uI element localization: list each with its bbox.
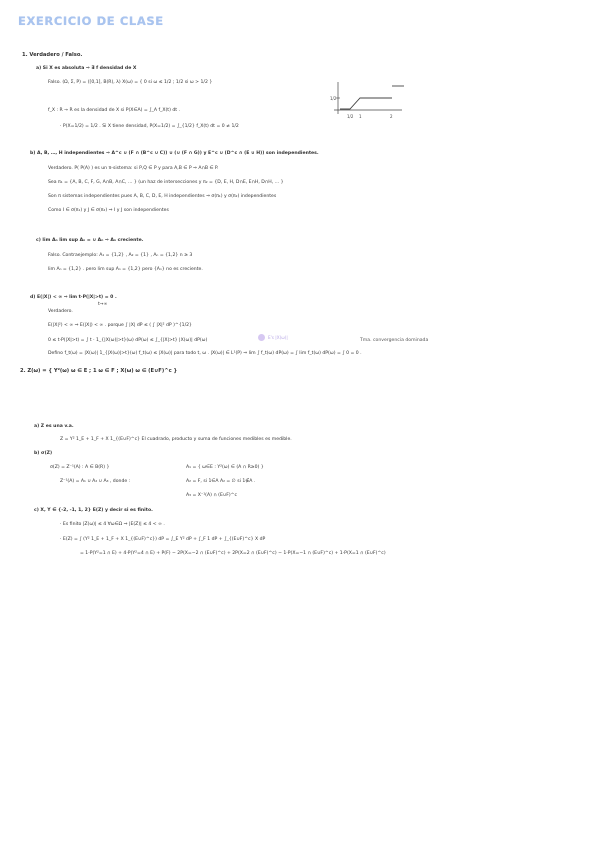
note-line-d_3: 0 ≤ t·P(|X|>t) = ∫ t · 1_{|X(ω)|>t}(ω) dP(ω) ≤ ∫_{|X|>t} |X(ω)| dP(ω) <box>48 338 208 343</box>
note-line-a_1: Falso. (Ω, Σ, P) = ([0,1], B(R), λ) X(ω) = { 0 si ω ≤ 1/2 ; 1/2 si ω > 1/2 } <box>48 80 213 85</box>
note-line-e2a_1: Z = Y² 1_E + 1_F + X 1_{(E∪F)^c} El cuadrado, producto y suma de funciones medibles es medible. <box>60 437 292 442</box>
note-line-c_1: Falso. Contraejemplo: A₁ = {1,2} , A₂ = {1} , Aₙ = {1,2} n ≥ 3 <box>48 253 193 258</box>
note-line-b_1: Verdadero. P( P(A) ) es un π-sistema: si P,Q ∈ P y para A,B ∈ P ⇒ A∩B ∈ P. <box>48 166 219 171</box>
graph-y-tick: 1/2 <box>330 96 337 101</box>
note-line-e2b: b) σ(Z) <box>34 451 53 456</box>
note-line-e2b_5: A₃ = X⁻¹(A) ∩ (E∪F)^c <box>186 493 238 498</box>
graph-x-tick-one: 1 <box>359 114 362 119</box>
note-line-e2c: c) X, Y ∈ {-2, -1, 1, 2} E(Z) y decir si es finito. <box>34 508 153 513</box>
note-line-b_2: Sea π₁ = {A, B, C, F, G, A∩B, A∩C, … } (un haz de intersecciones y π₂ = {D, E, H, D∩E, E∩H, D∩H, … } <box>48 180 284 185</box>
note-line-d_lim: t→∞ <box>98 302 108 307</box>
note-line-d_1: Verdadero. <box>48 309 73 314</box>
page-title: EXERCICIO DE CLASE <box>18 14 164 28</box>
note-line-a_head: a) Si X es absoluta ⇒ ∃ f densidad de X <box>36 66 137 71</box>
graph-x-tick-half: 1/2 <box>347 114 354 119</box>
note-line-a_3: · P(X=1/2) = 1/2 . Si X tiene densidad, P(X=1/2) = ∫_{1/2} f_X(t) dt = 0 ≠ 1/2 <box>60 124 239 129</box>
note-line-e2b_4: A₂ = F, si 1∈A A₂ = ∅ si 1∉A . <box>186 479 256 484</box>
note-line-s1: 1. Verdadero / Falso. <box>22 52 83 58</box>
graph-line <box>340 98 392 109</box>
note-line-b_4: Como I ∈ σ(π₁) y J ∈ σ(π₂) ⇒ I y J son independientes <box>48 208 169 213</box>
step-graph <box>328 78 408 128</box>
graph-x-tick-two: 2 <box>390 114 393 119</box>
note-line-b_3: Son π sistemas independientes pues A, B, C, D, E, H independientes ⇒ σ(π₁) y σ(π₂) independientes <box>48 194 277 199</box>
note-line-s2: 2. Z(ω) = { Y²(ω) ω ∈ E ; 1 ω ∈ F ; X(ω) ω ∈ (E∪F)^c } <box>20 368 178 374</box>
note-line-e2b_1: σ(Z) = Z⁻¹(A) : A ∈ B(R) } <box>50 465 110 470</box>
note-line-a_2: f_X : R → R es la densidad de X si P(X∈A) = ∫_A f_X(t) dt . <box>48 108 180 113</box>
note-line-d_5: Defino f_t(ω) = |X(ω)| 1_{|X(ω)|>t}(ω) f_t(ω) ≤ |X(ω)| para todo t, ω . |X(ω)| ∈ L¹(P) ⇒ lim ∫ f_t(ω) dP(ω) = ∫ lim f_t(ω) dP(ω) = ∫ 0 = 0 . <box>48 351 362 356</box>
highlight-dot <box>258 334 265 341</box>
note-line-e2b_2: A₁ = { ω∈E : Y²(ω) ∈ (A ∩ R≥0) } <box>186 465 264 470</box>
note-line-e2b_3: Z⁻¹(A) = A₁ ∪ A₂ ∪ A₃ , donde : <box>60 479 131 484</box>
note-line-e2c_3: = 1·P(Y²=1 ∩ E) + 4·P(Y²=4 ∩ E) + P(F) − 2P(X=−2 ∩ (E∪F)^c) + 2P(X=2 ∩ (E∪F)^c) − 1·P(X=−1 ∩ (E∪F)^c) + 1·P(X=1 ∩ (E∪F)^c) <box>80 551 386 556</box>
note-line-d_2: E(|X|²) < ∞ ⇒ E(|X|) < ∞ . porque ∫ |X| dP ≤ ( ∫ |X|² dP )^{1/2} <box>48 323 192 328</box>
note-line-d_head: d) E(|X|) < ∞ ⇒ lim t·P(|X|>t) = 0 . <box>30 295 117 300</box>
note-line-b_head: b) A, B, …, H independientes ⇒ A^c ∪ (F ∩ (B^c ∪ C)) ∪ (∪ (F ∩ G)) y E^c ∪ (D^c ∩ (E ∪ H)) son independientes. <box>30 151 319 156</box>
note-line-e2a: a) Z es una v.a. <box>34 424 74 429</box>
highlight-note: E's |X(ω)| <box>268 335 288 340</box>
note-line-e2c_1: · Es finito |Z(ω)| ≤ 4 ∀ω∈Ω ⇒ |E(Z)| ≤ 4 < ∞ . <box>60 522 165 527</box>
note-line-d_4: Tma. convergencia dominada <box>360 338 429 343</box>
note-line-e2c_2: · E(Z) = ∫ (Y² 1_E + 1_F + X 1_{(E∪F)^c}) dP = ∫_E Y² dP + ∫_F 1 dP + ∫_{(E∪F)^c} X dP <box>60 537 266 542</box>
note-line-c_head: c) lim Aₙ lim sup Aₙ = ∪ Aₙ ⇒ Aₙ creciente. <box>36 238 144 243</box>
note-line-c_2: lim Aₙ = {1,2} . pero lim sup Aₙ = {1,2} pero {Aₙ} no es creciente. <box>48 267 203 272</box>
